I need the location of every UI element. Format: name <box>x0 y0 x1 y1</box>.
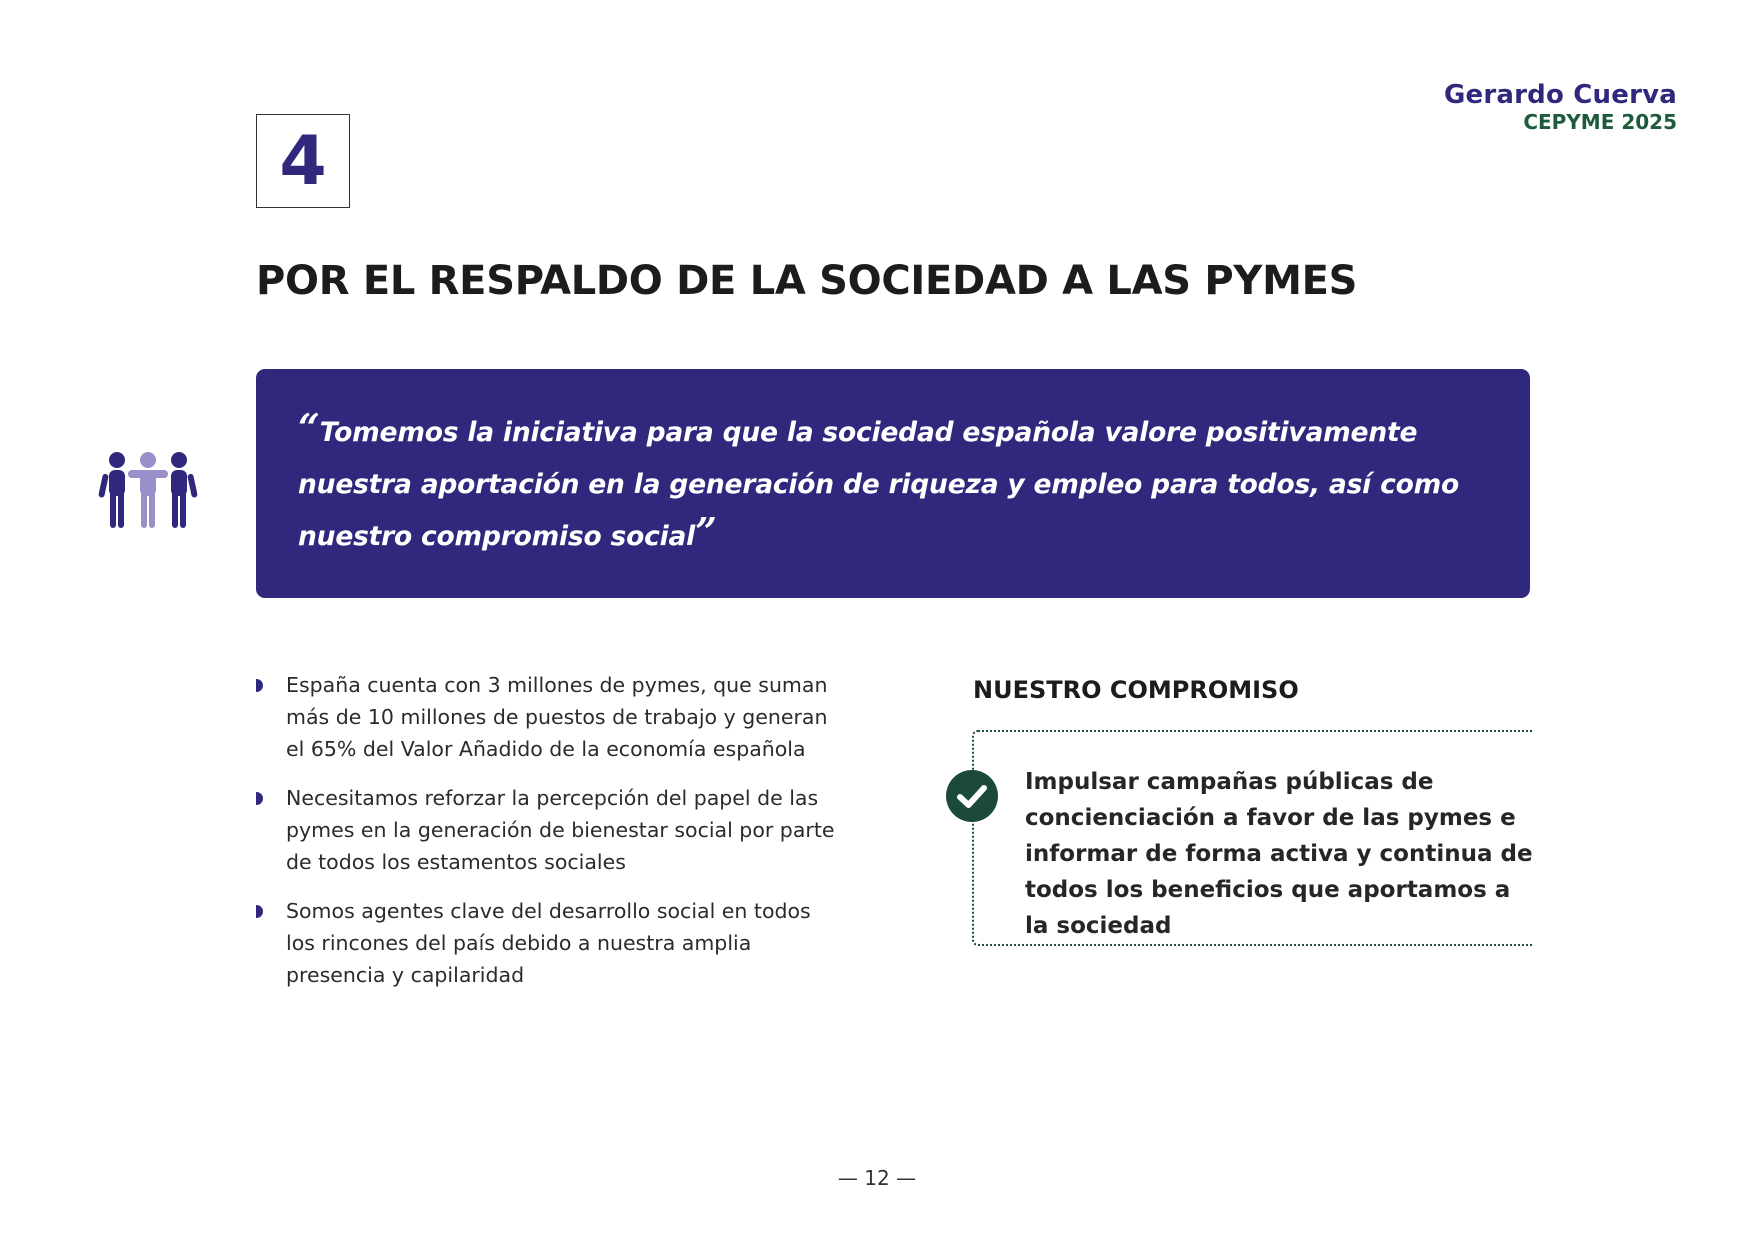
quote-open-mark: “ <box>298 405 320 450</box>
people-icon <box>97 450 199 530</box>
bullet-icon <box>256 679 263 692</box>
commitment-text: Impulsar campañas públicas de concienciación a favor de las pymes e informar de forma activa y continua de todos los beneficios que aportamos a la sociedad <box>1025 769 1533 939</box>
quote-box <box>256 369 1530 598</box>
commitment-title: NUESTRO COMPROMISO <box>973 676 1299 704</box>
bullet-icon <box>256 792 263 805</box>
key-points-list <box>256 669 846 1008</box>
list-item-text: España cuenta con 3 millones de pymes, que suman más de 10 millones de puestos de trabajo y generan el 65% del Valor Añadido de la economía española <box>286 673 828 761</box>
brand-subtitle: CEPYME 2025 <box>1523 110 1677 134</box>
quote-close-mark: ” <box>695 509 717 554</box>
list-item-text: Necesitamos reforzar la percepción del papel de las pymes en la generación de bienestar social por parte de todos los estamentos sociales <box>286 786 835 874</box>
quote-body: Tomemos la iniciativa para que la sociedad española valore positivamente nuestra aportación en la generación de riqueza y empleo para todos, así como nuestro compromiso social <box>298 417 1460 552</box>
quote-text <box>298 407 1470 563</box>
list-item <box>256 782 846 878</box>
bullet-icon <box>256 905 263 918</box>
list-item <box>256 669 846 765</box>
page-title: POR EL RESPALDO DE LA SOCIEDAD A LAS PYMES <box>256 258 1358 304</box>
section-number: 4 <box>256 114 350 208</box>
page-number: — 12 — <box>837 1166 917 1190</box>
brand-name: Gerardo Cuerva <box>1443 80 1677 110</box>
list-item-text: Somos agentes clave del desarrollo social en todos los rincones del país debido a nuestra amplia presencia y capilaridad <box>286 899 811 987</box>
brand-block <box>1444 82 1677 132</box>
check-circle-icon <box>945 769 999 823</box>
list-item <box>256 895 846 991</box>
